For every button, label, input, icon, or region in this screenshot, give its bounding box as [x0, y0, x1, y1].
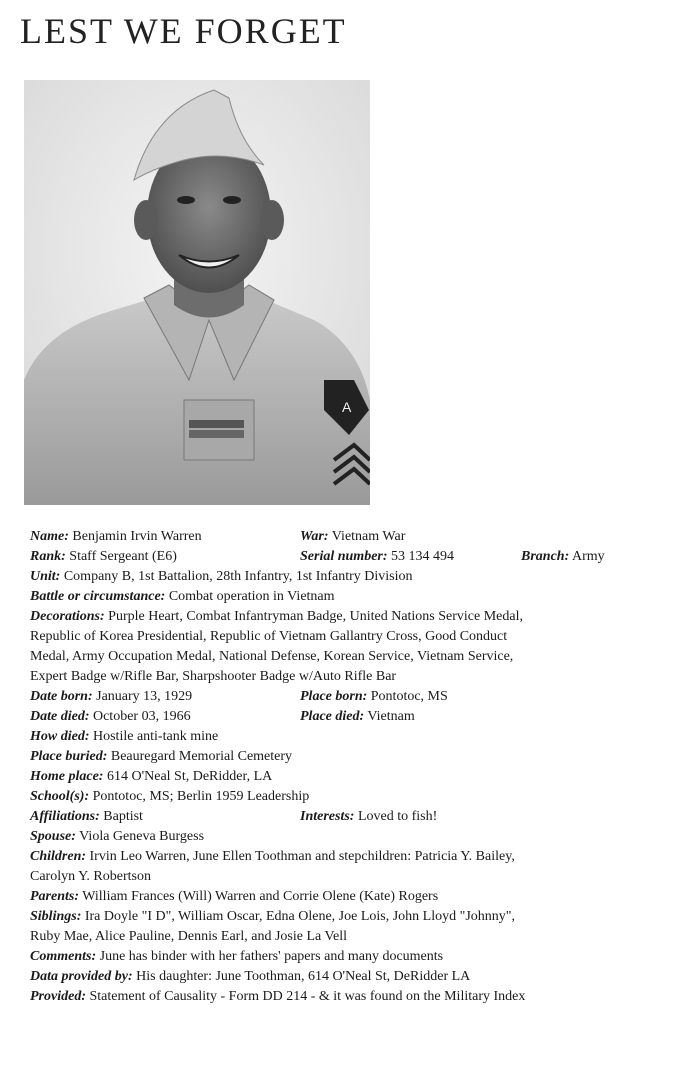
- branch-label: Branch:: [521, 549, 570, 564]
- place-born-label: Place born:: [300, 689, 368, 704]
- decorations-line: Medal, Army Occupation Medal, National Defense, Korean Service, Vietnam Service,: [30, 649, 514, 664]
- place-died-label: Place died:: [300, 709, 365, 724]
- battle-label: Battle or circumstance:: [30, 589, 166, 604]
- spouse-label: Spouse:: [30, 829, 76, 844]
- rank-row: [30, 547, 177, 567]
- place-died-value: Vietnam: [367, 709, 415, 724]
- siblings-line: Ruby Mae, Alice Pauline, Dennis Earl, and Josie La Vell: [30, 929, 348, 944]
- schools-value: Pontotoc, MS; Berlin 1959 Leadership: [92, 789, 310, 804]
- provided-label: Provided:: [30, 989, 86, 1004]
- rank-value: Staff Sergeant (E6): [69, 549, 177, 564]
- serial-value: 53 134 494: [391, 549, 455, 564]
- rank-label: Rank:: [30, 549, 66, 564]
- home-place-label: Home place:: [30, 769, 104, 784]
- decorations-label: Decorations:: [30, 609, 105, 624]
- unit-value: Company B, 1st Battalion, 28th Infantry, 1st Infantry Division: [63, 569, 413, 584]
- comments-value: June has binder with her fathers' papers and many documents: [99, 949, 444, 964]
- siblings-value: Ira Doyle "I D", William Oscar, Edna Olene, Joe Lois, John Lloyd "Johnny",: [84, 909, 515, 924]
- provided-row: [30, 987, 525, 1007]
- unit-row: [30, 567, 413, 587]
- spouse-value: Viola Geneva Burgess: [79, 829, 205, 844]
- interests-row: [300, 807, 437, 827]
- branch-value: Army: [571, 549, 605, 564]
- date-died-value: October 03, 1966: [92, 709, 191, 724]
- war-value: Vietnam War: [331, 529, 406, 544]
- comments-label: Comments:: [30, 949, 97, 964]
- page-title: LEST WE FORGET: [20, 11, 347, 51]
- name-row: [30, 527, 202, 547]
- name-value: Benjamin Irvin Warren: [72, 529, 202, 544]
- place-born-value: Pontotoc, MS: [370, 689, 448, 704]
- schools-label: School(s):: [30, 789, 90, 804]
- siblings-row: [30, 907, 515, 927]
- parents-value: William Frances (Will) Warren and Corrie Olene (Kate) Rogers: [82, 889, 439, 904]
- name-label: Name:: [30, 529, 69, 544]
- children-value: Irvin Leo Warren, June Ellen Toothman and stepchildren: Patricia Y. Bailey,: [89, 849, 515, 864]
- affiliations-label: Affiliations:: [30, 809, 100, 824]
- interests-label: Interests:: [300, 809, 355, 824]
- place-buried-value: Beauregard Memorial Cemetery: [110, 749, 293, 764]
- decorations-line: Republic of Korea Presidential, Republic of Vietnam Gallantry Cross, Good Conduct: [30, 629, 508, 644]
- comments-row: [30, 947, 443, 967]
- children-label: Children:: [30, 849, 87, 864]
- date-born-row: [30, 687, 192, 707]
- provided-by-row: [30, 967, 470, 987]
- spouse-row: [30, 827, 204, 847]
- battle-value: Combat operation in Vietnam: [168, 589, 335, 604]
- svg-text:A: A: [342, 399, 352, 415]
- children-row: [30, 847, 515, 867]
- provided-value: Statement of Causality - Form DD 214 - & it was found on the Military Index: [89, 989, 526, 1004]
- war-row: [300, 527, 405, 547]
- date-born-label: Date born:: [30, 689, 93, 704]
- provided-by-label: Data provided by:: [30, 969, 133, 984]
- how-died-value: Hostile anti-tank mine: [93, 729, 219, 744]
- how-died-row: [30, 727, 218, 747]
- date-born-value: January 13, 1929: [96, 689, 193, 704]
- parents-row: [30, 887, 438, 907]
- schools-row: [30, 787, 309, 807]
- war-label: War:: [300, 529, 329, 544]
- decorations-row: [30, 607, 523, 627]
- children-line: Carolyn Y. Robertson: [30, 869, 151, 884]
- date-died-row: [30, 707, 191, 727]
- interests-value: Loved to fish!: [357, 809, 438, 824]
- serial-label: Serial number:: [300, 549, 388, 564]
- provided-by-value: His daughter: June Toothman, 614 O'Neal St, DeRidder LA: [136, 969, 471, 984]
- affiliations-value: Baptist: [103, 809, 143, 824]
- branch-row: [521, 547, 605, 567]
- place-buried-label: Place buried:: [30, 749, 108, 764]
- decorations-value: Purple Heart, Combat Infantryman Badge, United Nations Service Medal,: [108, 609, 524, 624]
- home-place-value: 614 O'Neal St, DeRidder, LA: [106, 769, 273, 784]
- date-died-label: Date died:: [30, 709, 90, 724]
- serial-row: [300, 547, 454, 567]
- battle-row: [30, 587, 335, 607]
- affiliations-row: [30, 807, 143, 827]
- place-born-row: [300, 687, 448, 707]
- home-place-row: [30, 767, 272, 787]
- portrait-photo: [24, 80, 370, 505]
- how-died-label: How died:: [30, 729, 90, 744]
- unit-label: Unit:: [30, 569, 61, 584]
- place-buried-row: [30, 747, 292, 767]
- siblings-label: Siblings:: [30, 909, 82, 924]
- place-died-row: [300, 707, 415, 727]
- parents-label: Parents:: [30, 889, 79, 904]
- decorations-line: Expert Badge w/Rifle Bar, Sharpshooter Badge w/Auto Rifle Bar: [30, 669, 397, 684]
